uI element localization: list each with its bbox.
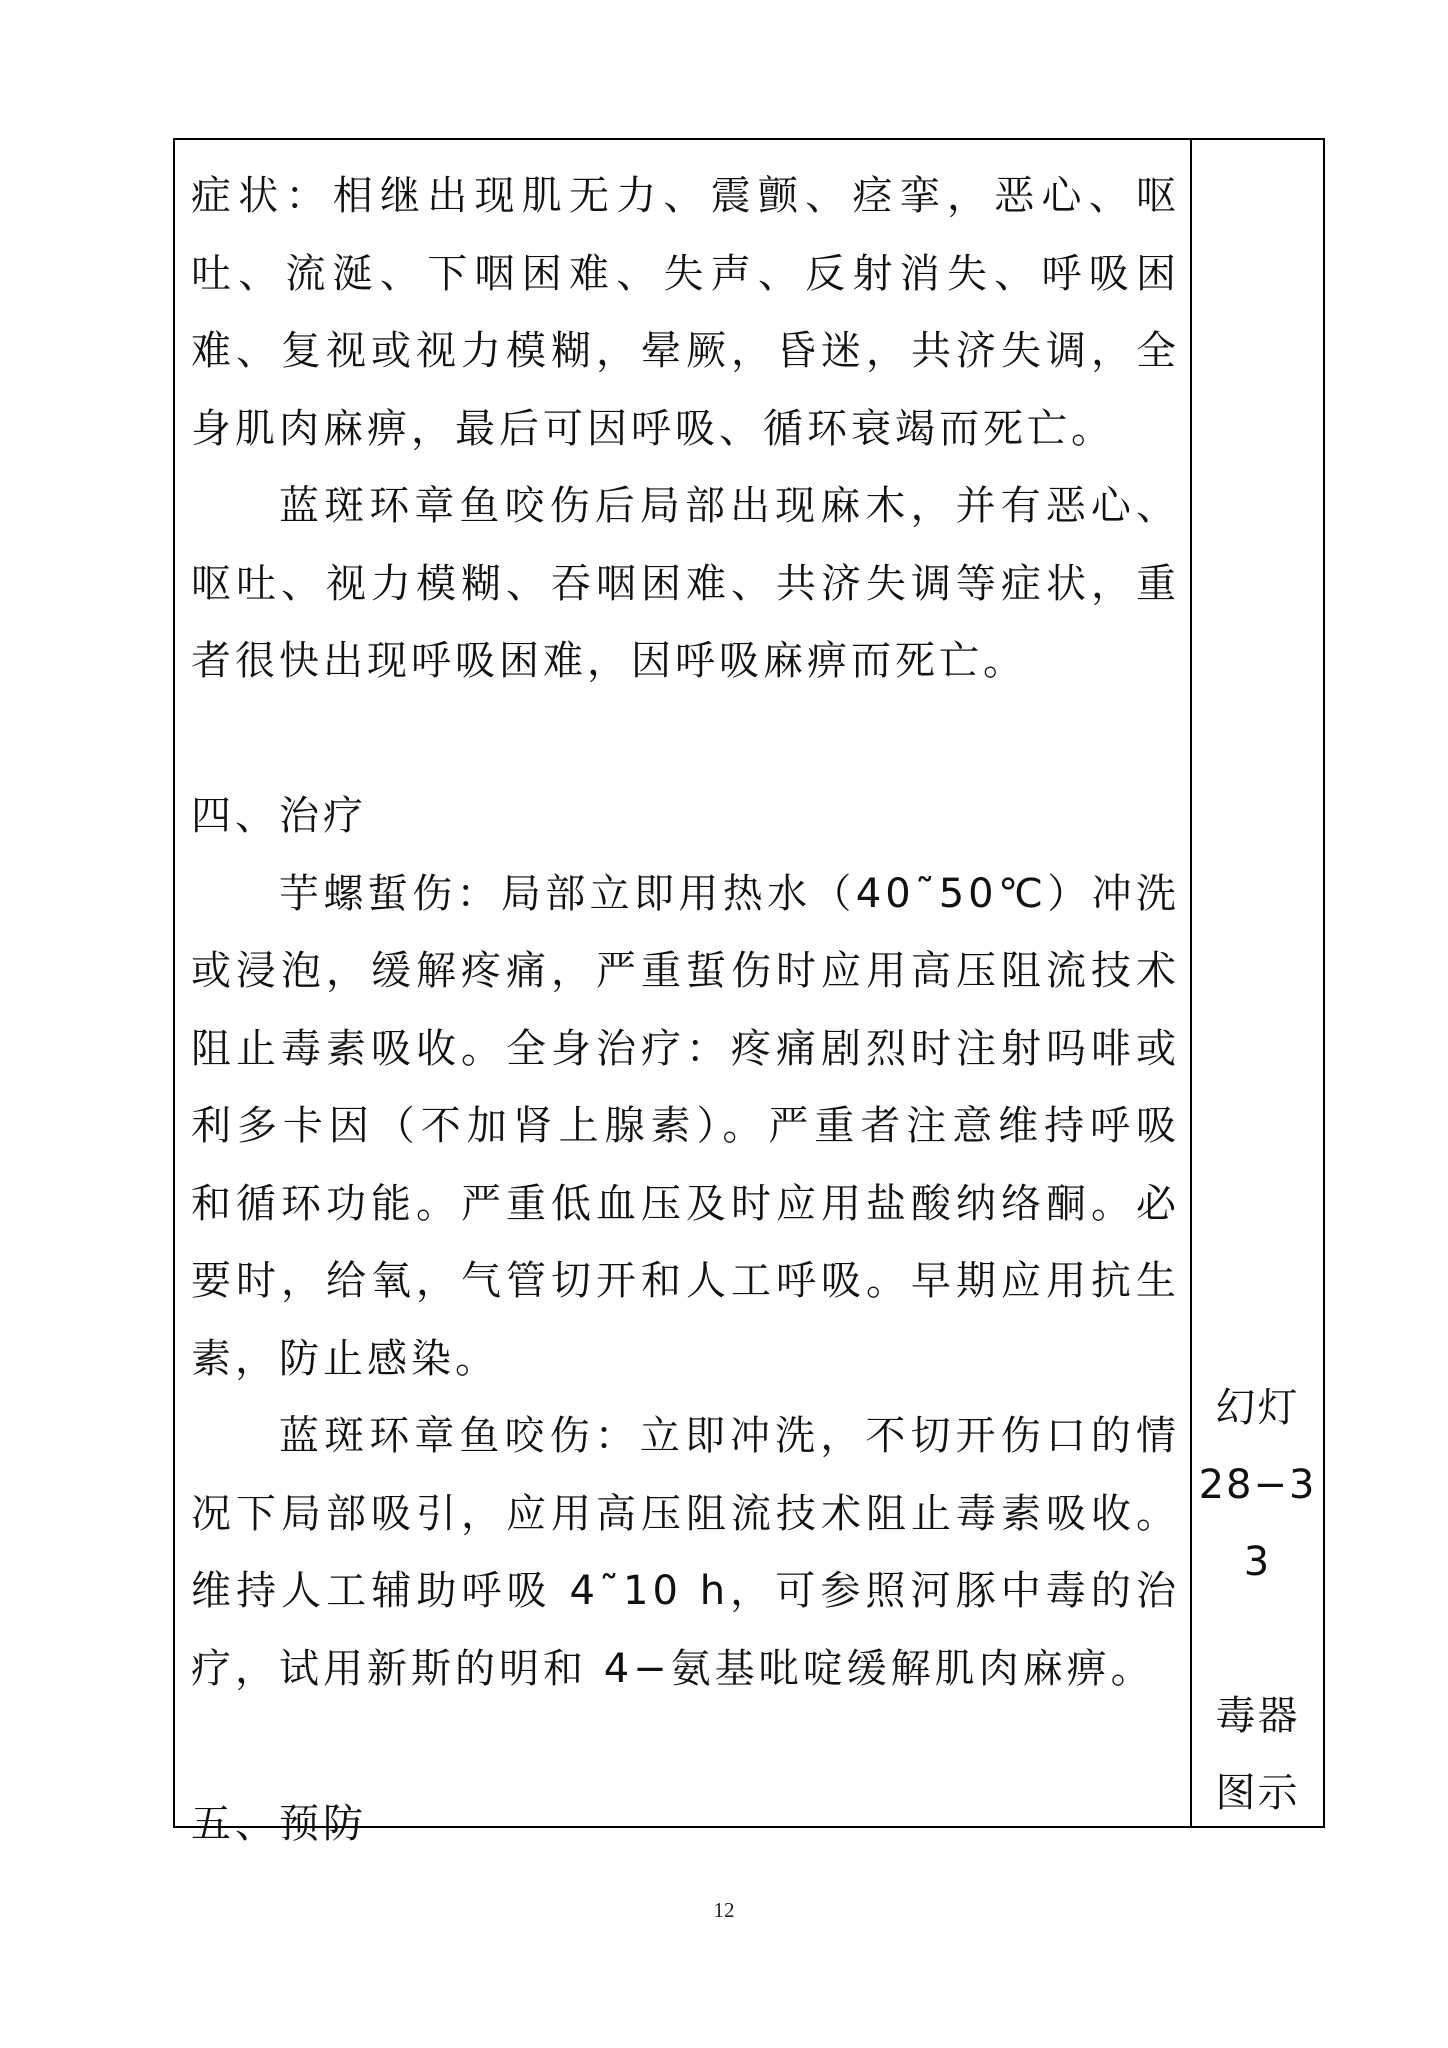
slide-note-line: 3 bbox=[1243, 1539, 1272, 1585]
content-cell bbox=[175, 140, 1190, 1847]
illustration-note-line: 图示 bbox=[1215, 1770, 1300, 1816]
slide-note-line: 28−3 bbox=[1198, 1462, 1317, 1508]
symptoms-paragraph: 症状：相继出现肌无力、震颤、痉挛，恶心、呕吐、流涎、下咽困难、失声、反射消失、呼吸困难、复视或视力模糊，晕厥，昏迷，共济失调，全身肌肉麻痹，最后可因呼吸、循环衰竭而死亡。 bbox=[191, 173, 1180, 452]
blank-line bbox=[191, 701, 1180, 779]
cone-snail-treatment-paragraph: 芋螺蜇伤：局部立即用热水（40˜50℃）冲洗或浸泡，缓解疼痛，严重蜇伤时应用高压阻流技术阻止毒素吸收。全身治疗：疼痛剧烈时注射吗啡或利多卡因（不加肾上腺素）。严重者注意维持呼吸和循环功能。严重低血压及时应用盐酸纳络酮。必要时，给氧，气管切开和人工呼吸。早期应用抗生素，防止感染。 bbox=[191, 870, 1180, 1382]
slide-note-line: 幻灯 bbox=[1215, 1385, 1300, 1431]
octopus-symptoms-paragraph: 蓝斑环章鱼咬伤后局部出现麻木，并有恶心、呕吐、视力模糊、吞咽困难、共济失调等症状，重者很快出现呼吸困难，因呼吸麻痹而死亡。 bbox=[191, 483, 1180, 684]
illustration-note-line: 毒器 bbox=[1215, 1693, 1300, 1739]
illustration-note bbox=[1192, 1678, 1323, 1832]
lesson-table bbox=[173, 138, 1325, 1847]
treatment-heading: 四、治疗 bbox=[191, 793, 367, 839]
octopus-treatment-paragraph: 蓝斑环章鱼咬伤：立即冲洗，不切开伤口的情况下局部吸引，应用高压阻流技术阻止毒素吸收。维持人工辅助呼吸 4˜10 h，可参照河豚中毒的治疗，试用新斯的明和 4−氨基吡啶缓解肌肉麻痹。 bbox=[191, 1413, 1180, 1692]
side-note-cell bbox=[1192, 140, 1323, 1826]
prevention-heading: 五、预防 bbox=[191, 1800, 367, 1847]
blank-line bbox=[191, 1708, 1180, 1786]
page-number: 12 bbox=[713, 1898, 735, 1922]
slide-reference-note bbox=[1192, 1370, 1323, 1601]
